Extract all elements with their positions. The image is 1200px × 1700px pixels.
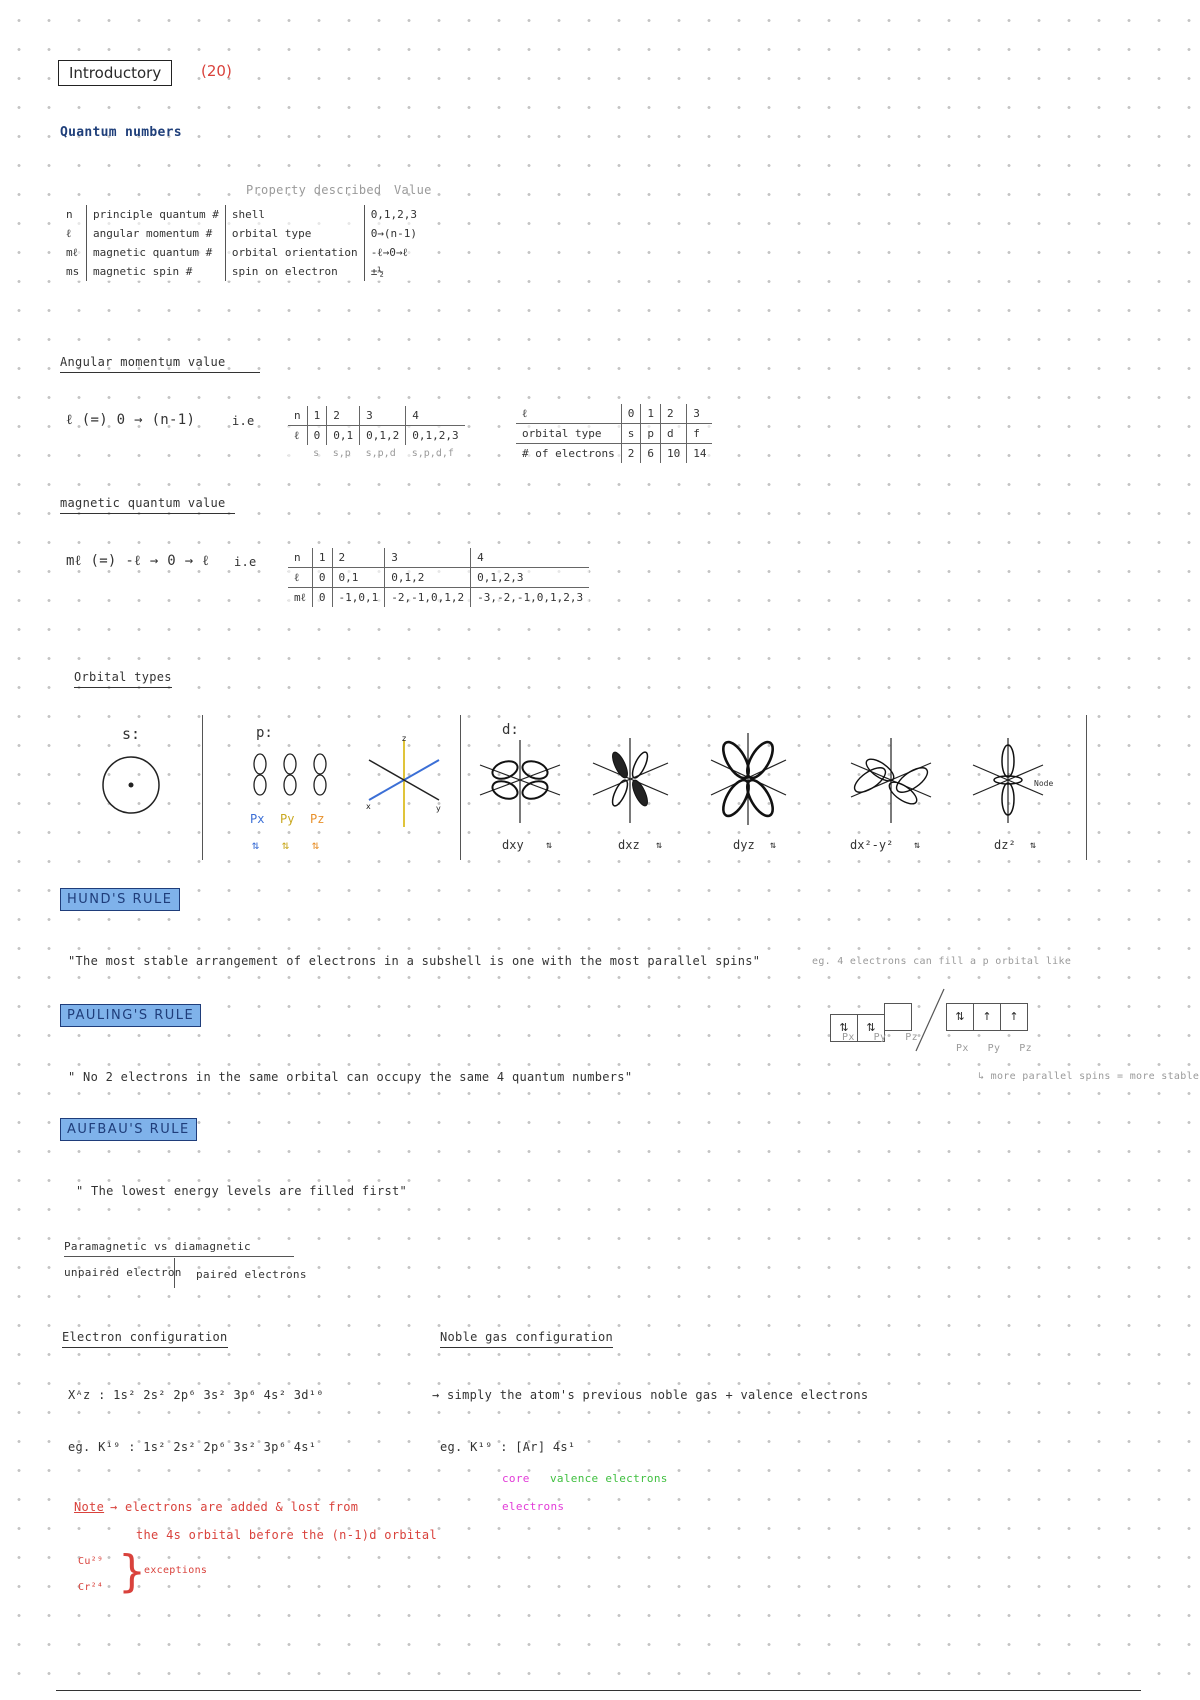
parallel-spins-note: ↳ more parallel spins = more stable (978, 1071, 1200, 1082)
noble-gas-heading: Noble gas configuration (440, 1330, 613, 1348)
table-cell: 0 (312, 568, 332, 588)
table-cell: 6 (641, 444, 661, 464)
angular-n-l-table (288, 406, 465, 462)
svg-text:x: x (366, 802, 371, 811)
px-spin-arrows: ⇅ (252, 838, 260, 852)
orbital-box: ↑ (1000, 1003, 1028, 1031)
table-cell: 0 (312, 588, 332, 608)
orbital-box (884, 1003, 912, 1031)
orbital-box: ↑ (973, 1003, 1001, 1031)
svg-text:y: y (436, 804, 441, 813)
orbital-box: ⇅ (946, 1003, 974, 1031)
pz-spin-arrows: ⇅ (312, 838, 320, 852)
table-cell: 0 (307, 426, 327, 446)
orbital-box: ⇅ (830, 1014, 858, 1042)
px-py-pz-labels: Px Py Pz (956, 1043, 1032, 1054)
orbital-divider (202, 715, 203, 860)
orbital-boxes-after (946, 1003, 1027, 1031)
quantum-numbers-heading: Quantum numbers (60, 125, 182, 140)
chromium-exception: Cr²⁴ (78, 1582, 104, 1593)
page-bottom-rule (56, 1690, 1141, 1691)
dx2-y2-orbital-diagram (848, 735, 934, 825)
table-cell: 2 (660, 404, 686, 424)
qn-symbol: n (66, 208, 73, 221)
table-label: # of electrons (516, 444, 621, 464)
quantum-numbers-table (60, 205, 423, 281)
qn-value: -ℓ→0→ℓ (364, 243, 423, 262)
table-cell: 0,1,2 (385, 568, 471, 588)
dyz-orbital-diagram (708, 730, 788, 830)
note-line-1: → electrons are added & lost from (110, 1500, 359, 1514)
table-cell: 0,1 (332, 568, 385, 588)
table-label: ℓ (288, 426, 307, 446)
magnetic-quantum-heading: magnetic quantum value (60, 496, 235, 514)
qn-name: magnetic quantum # (87, 243, 226, 262)
qn-property: shell (225, 205, 364, 224)
qn-property: orbital type (225, 224, 364, 243)
orbital-divider (460, 715, 461, 860)
dx2-y2-label: dx²-y² (850, 838, 894, 852)
d-orbital-label: d: (502, 722, 519, 738)
table-cell: 0,1,2,3 (471, 568, 589, 588)
value-column-header: Value (394, 183, 432, 197)
table-cell: -1,0,1 (332, 588, 385, 608)
s-orbital-diagram (96, 750, 166, 820)
orbital-types-heading: Orbital types (74, 670, 172, 688)
table-label: n (294, 409, 301, 422)
hunds-rule-example: eg. 4 electrons can fill a p orbital like (812, 956, 1072, 967)
dx2-y2-spin-arrows: ⇅ (914, 840, 921, 851)
table-cell: 2 (332, 548, 385, 568)
dxy-orbital-diagram (475, 735, 565, 825)
p-orbital-label: p: (256, 725, 273, 741)
dxy-spin-arrows: ⇅ (546, 840, 553, 851)
paramagnetic-definition: unpaired electron (64, 1266, 182, 1279)
table-label: n (294, 551, 301, 564)
noble-gas-description: → simply the atom's previous noble gas + valence electrons (432, 1388, 869, 1402)
copper-exception: Cu²⁹ (78, 1556, 104, 1567)
table-cell: 3 (360, 406, 406, 426)
page-title: Introductory (58, 60, 172, 86)
magnetism-divider (174, 1258, 175, 1288)
hunds-rule-title: HUND'S RULE (60, 888, 180, 911)
table-cell: 1 (641, 404, 661, 424)
table-cell: 10 (660, 444, 686, 464)
pz-label: Pz (310, 812, 325, 826)
qn-symbol: mℓ (66, 246, 78, 259)
table-cell: 2 (327, 406, 360, 426)
table-cell: 1 (312, 548, 332, 568)
diamagnetic-definition: paired electrons (196, 1268, 307, 1281)
px-py-pz-labels: Px Py Pz (842, 1032, 918, 1043)
dxz-orbital-diagram (590, 735, 670, 825)
qn-name: principle quantum # (87, 205, 226, 224)
magnetic-formula: mℓ (=) -ℓ → 0 → ℓ (66, 553, 210, 569)
dz2-label: dz² (994, 838, 1016, 852)
table-cell: 2 (621, 444, 641, 464)
valence-electrons-label: valence electrons (550, 1472, 668, 1485)
core-label: core (502, 1472, 530, 1485)
table-cell: 14 (687, 444, 713, 464)
potassium-configuration: eg. K¹⁹ : 1s² 2s² 2p⁶ 3s² 3p⁶ 4s¹ (68, 1440, 317, 1454)
dyz-label: dyz (733, 838, 755, 852)
qn-symbol: ms (66, 265, 80, 278)
qn-name: magnetic spin # (87, 262, 226, 281)
qn-symbol: ℓ (66, 227, 72, 240)
aufbau-rule-title: AUFBAU'S RULE (60, 1118, 197, 1141)
qn-value: 0,1,2,3 (364, 205, 423, 224)
angular-ie: i.e (232, 414, 255, 428)
dyz-spin-arrows: ⇅ (770, 840, 777, 851)
table-cell: 0,1 (327, 426, 360, 446)
hunds-rule-quote: "The most stable arrangement of electrons in a subshell is one with the most parallel spins" (68, 954, 761, 968)
angular-momentum-heading: Angular momentum value (60, 355, 260, 373)
magnetic-table (288, 548, 589, 607)
table-cell: d (660, 424, 686, 444)
table-cell: 4 (471, 548, 589, 568)
orbital-box: ⇅ (857, 1014, 885, 1042)
dxz-spin-arrows: ⇅ (656, 840, 663, 851)
px-label: Px (250, 812, 265, 826)
table-label: ℓ (288, 568, 312, 588)
table-cell: s (621, 424, 641, 444)
page-reference: (20) (201, 62, 232, 80)
table-cell: p (641, 424, 661, 444)
py-label: Py (280, 812, 295, 826)
subshell-note: s (313, 448, 320, 459)
aufbau-rule-quote: " The lowest energy levels are filled first" (76, 1184, 408, 1198)
s-orbital-label: s: (122, 725, 141, 743)
exceptions-label: exceptions (144, 1565, 208, 1576)
qn-property: orbital orientation (225, 243, 364, 262)
dxz-label: dxz (618, 838, 640, 852)
table-label: ℓ (522, 407, 528, 420)
p-orbitals-figure (248, 752, 334, 798)
magnetism-heading: Paramagnetic vs diamagnetic (64, 1240, 294, 1257)
orbital-type-electrons-table (516, 404, 712, 463)
node-label: Node (1034, 779, 1054, 788)
note-label: Note (74, 1500, 105, 1514)
qn-property: spin on electron (225, 262, 364, 281)
table-cell: 0,1,2,3 (406, 426, 465, 446)
noble-gas-example: eg. K¹⁹ : [Ar] 4s¹ (440, 1440, 576, 1454)
table-label: orbital type (516, 424, 621, 444)
table-cell: 0 (621, 404, 641, 424)
qn-name: angular momentum # (87, 224, 226, 243)
magnetic-ie: i.e (234, 555, 257, 569)
paulings-rule-quote: " No 2 electrons in the same orbital can occupy the same 4 quantum numbers" (68, 1070, 633, 1084)
qn-value: 0→(n-1) (364, 224, 423, 243)
subshell-note: s,p,d (365, 448, 396, 459)
exceptions-brace: } (118, 1546, 146, 1597)
qn-row (60, 205, 423, 224)
qn-row (60, 243, 423, 262)
table-cell: -3,-2,-1,0,1,2,3 (471, 588, 589, 608)
comparison-slash (912, 985, 948, 1055)
electron-config-heading: Electron configuration (62, 1330, 228, 1348)
table-cell: f (687, 424, 713, 444)
table-cell: 3 (385, 548, 471, 568)
p-orbital-axes (364, 735, 444, 831)
general-configuration: Xᴬz : 1s² 2s² 2p⁶ 3s² 3p⁶ 4s² 3d¹⁰ (68, 1388, 324, 1402)
property-column-header: Property described (246, 183, 382, 197)
dxy-label: dxy (502, 838, 524, 852)
svg-text:z: z (402, 735, 407, 743)
paulings-rule-title: PAULING'S RULE (60, 1004, 201, 1027)
table-cell: 1 (307, 406, 327, 426)
table-cell: -2,-1,0,1,2 (385, 588, 471, 608)
angular-formula: ℓ (=) 0 → (n-1) (66, 412, 196, 428)
dz2-spin-arrows: ⇅ (1030, 840, 1037, 851)
qn-value: ±½ (364, 262, 423, 281)
table-label: mℓ (288, 588, 312, 608)
table-cell: 3 (687, 404, 713, 424)
subshell-note: s,p,d,f (411, 448, 454, 459)
core-electrons-label: electrons (502, 1500, 565, 1513)
py-spin-arrows: ⇅ (282, 838, 290, 852)
orbital-divider (1086, 715, 1087, 860)
table-cell: 0,1,2 (360, 426, 406, 446)
table-cell: 4 (406, 406, 465, 426)
qn-row (60, 224, 423, 243)
subshell-note: s,p (332, 448, 351, 459)
qn-row (60, 262, 423, 281)
note-line-2: the 4s orbital before the (n-1)d orbital (136, 1528, 437, 1542)
